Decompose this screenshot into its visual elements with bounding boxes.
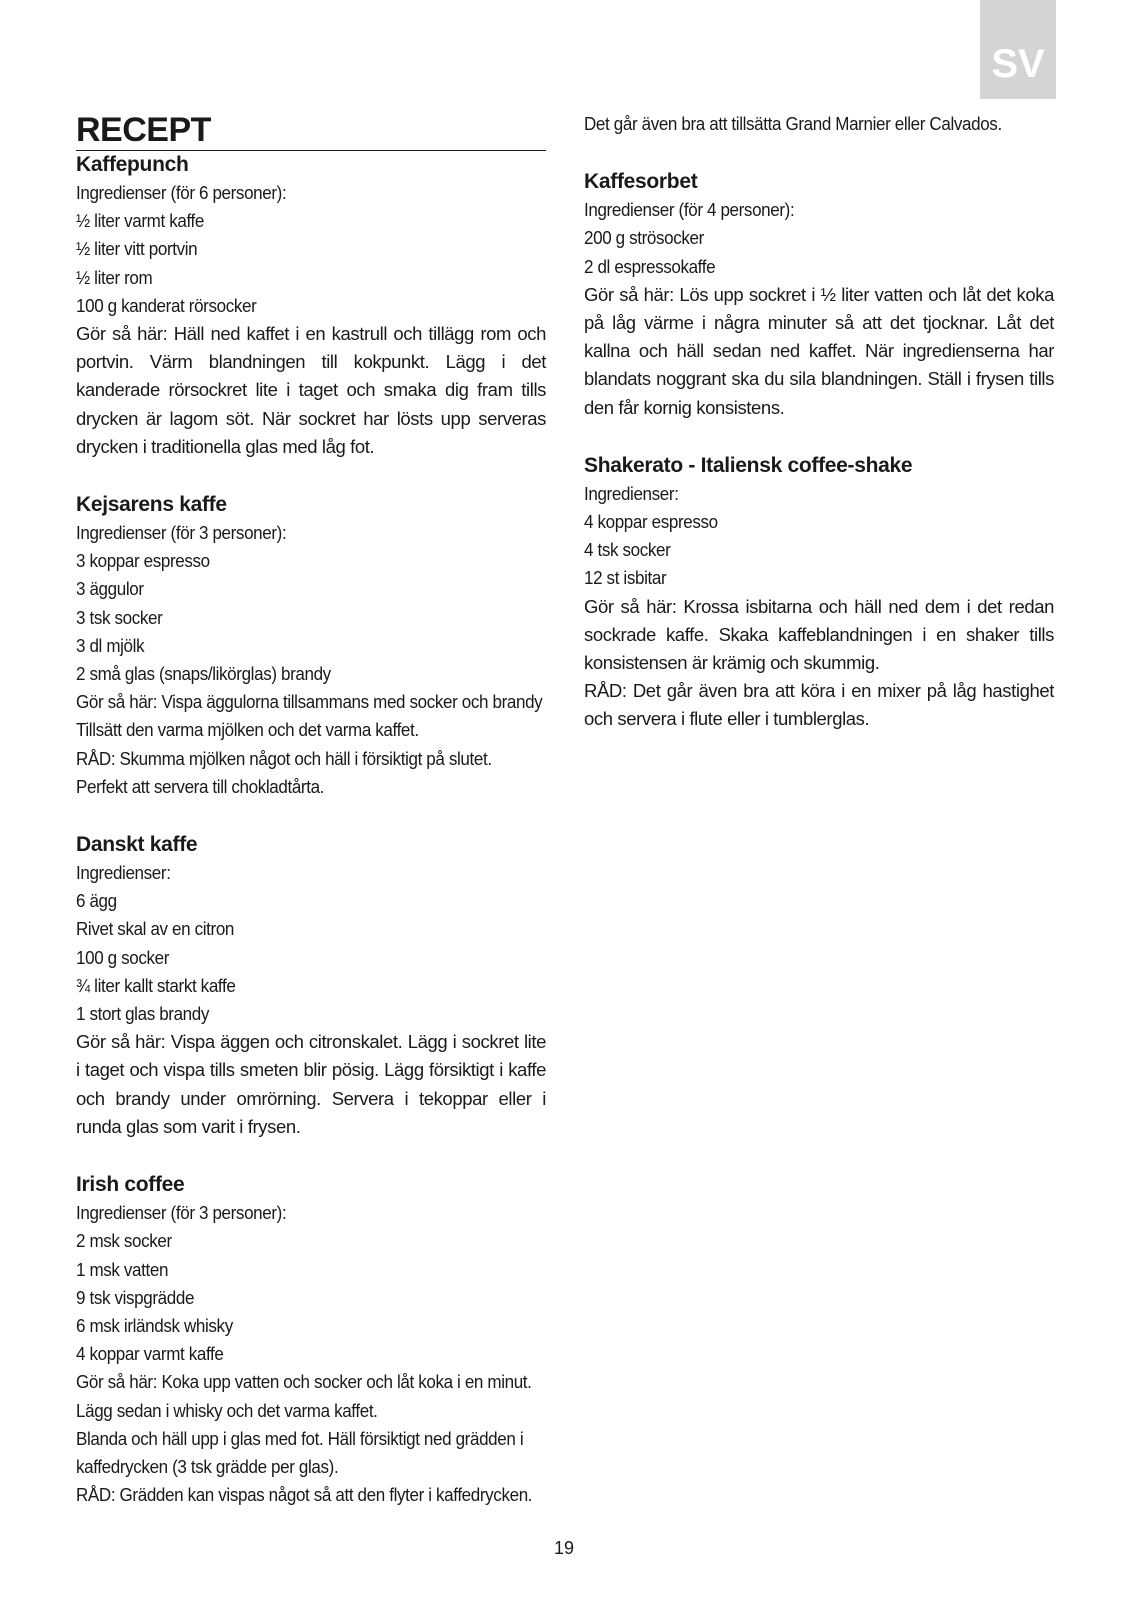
recipe-kaffesorbet [584, 168, 1054, 422]
recipe-kaffepunch [76, 151, 546, 461]
recipe-method: Gör så här: Vispa äggen och citronskalet. Lägg i sockret lite i taget och vispa tills smeten blir pösig. Lägg försiktigt i kaffe och brandy under omrörning. Servera i tekoppar eller i runda glas som varit i frysen. [76, 1031, 546, 1137]
recipe-title: Irish coffee [76, 1173, 185, 1197]
recipe-line: ½ liter rom [76, 266, 153, 288]
recipe-line: 3 dl mjölk [76, 634, 145, 656]
recipe-line: 4 koppar espresso [584, 511, 718, 533]
recipe-line: Ingredienser (för 6 personer): [76, 182, 287, 203]
recipe-kejsarens-kaffe [76, 491, 546, 801]
recipe-title: Kaffepunch [76, 153, 189, 176]
recipe-line: Ingredienser: [76, 862, 171, 884]
recipe-line: 9 tsk vispgrädde [76, 1286, 195, 1308]
language-tab: SV [980, 0, 1056, 99]
recipe-advice: RÅD: Det går även bra att köra i en mixer på låg hastighet och servera i flute eller i tumblerglas. [584, 680, 1054, 730]
recipe-line: Ingredienser (för 3 personer): [76, 522, 287, 544]
recipe-method: Gör så här: Häll ned kaffet i en kastrull och tillägg rom och portvin. Värm blandningen till kokpunkt. Lägg i det kanderade rörsockret lite i taget och smaka dig fram tills drycken är lagom söt. När sockret har lösts upp serveras drycken i traditionella glas med låg fot. [76, 323, 546, 457]
page-number: 19 [553, 1538, 575, 1558]
recipe-line: 1 stort glas brandy [76, 1003, 210, 1025]
recipe-line: Gör så här: Vispa äggulorna tillsammans med socker och brandy [76, 691, 543, 713]
recipe-method: Gör så här: Lös upp sockret i ½ liter vatten och låt det koka på låg värme i några minuter så att det tjocknar. Låt det kallna och häll sedan ned kaffet. När ingredienserna har blandats noggrant ska du sila blandningen. Ställ i frysen tills den får kornig konsistens. [584, 283, 1054, 418]
recipe-line: Ingredienser (för 4 personer): [584, 199, 795, 221]
right-column [584, 110, 1054, 764]
recipe-line: Ingredienser: [584, 482, 679, 504]
left-column [76, 110, 546, 1539]
recipe-line: Blanda och häll upp i glas med fot. Häll försiktigt ned grädden i [76, 1427, 524, 1449]
recipe-line: ½ liter varmt kaffe [76, 210, 204, 232]
recipe-line: 2 små glas (snaps/likörglas) brandy [76, 663, 331, 685]
recipe-line: 12 st isbitar [584, 567, 667, 589]
recipe-line: Perfekt att servera till chokladtårta. [76, 775, 325, 797]
recipe-title: Kejsarens kaffe [76, 493, 227, 517]
recipe-irish-coffee [76, 1171, 546, 1509]
recipe-line: 3 koppar espresso [76, 550, 210, 572]
recipe-line: 4 tsk socker [584, 539, 671, 561]
recipe-line: 6 msk irländsk whisky [76, 1314, 233, 1336]
recipe-line: Ingredienser (för 3 personer): [76, 1202, 287, 1224]
recipe-shakerato [584, 452, 1054, 734]
kaffepunch-continuation [584, 110, 1054, 138]
recipe-line: 4 koppar varmt kaffe [76, 1343, 224, 1365]
recipe-line: 3 tsk socker [76, 606, 163, 628]
recipe-line: 2 dl espressokaffe [584, 255, 716, 277]
recipe-title: Shakerato - Italiensk coffee-shake [584, 453, 913, 477]
recipe-line: 6 ägg [76, 890, 117, 912]
page-title: RECEPT [76, 112, 546, 151]
recipe-method: Gör så här: Krossa isbitarna och häll ned dem i det redan sockrade kaffe. Skaka kaffeblandningen i en shaker tills konsistensen är krämig och skummig. [584, 595, 1054, 674]
recipe-line: Rivet skal av en citron [76, 918, 235, 940]
recipe-line: 200 g strösocker [584, 227, 704, 249]
recipe-title: Kaffesorbet [584, 170, 698, 194]
recipe-line: Gör så här: Koka upp vatten och socker och låt koka i en minut. [76, 1371, 532, 1393]
recipe-line: 3 äggulor [76, 578, 144, 600]
recipe-line: 1 msk vatten [76, 1258, 169, 1280]
recipe-line: ¾ liter kallt starkt kaffe [76, 974, 236, 996]
recipe-line: Lägg sedan i whisky och det varma kaffet. [76, 1399, 378, 1421]
recipe-line: RÅD: Grädden kan vispas något så att den flyter i kaffedrycken. [76, 1484, 533, 1506]
recipe-line: Det går även bra att tillsätta Grand Marnier eller Calvados. [584, 113, 1002, 134]
recipe-title: Danskt kaffe [76, 833, 198, 857]
recipe-danskt-kaffe [76, 831, 546, 1141]
recipe-line: 100 g socker [76, 946, 170, 968]
recipe-line: ½ liter vitt portvin [76, 238, 198, 260]
recipe-line: Tillsätt den varma mjölken och det varma kaffet. [76, 719, 419, 741]
recipe-line: 100 g kanderat rörsocker [76, 294, 257, 316]
recipe-line: 2 msk socker [76, 1230, 172, 1252]
recipe-line: RÅD: Skumma mjölken något och häll i försiktigt på slutet. [76, 747, 492, 769]
recipe-line: kaffedrycken (3 tsk grädde per glas). [76, 1455, 339, 1477]
